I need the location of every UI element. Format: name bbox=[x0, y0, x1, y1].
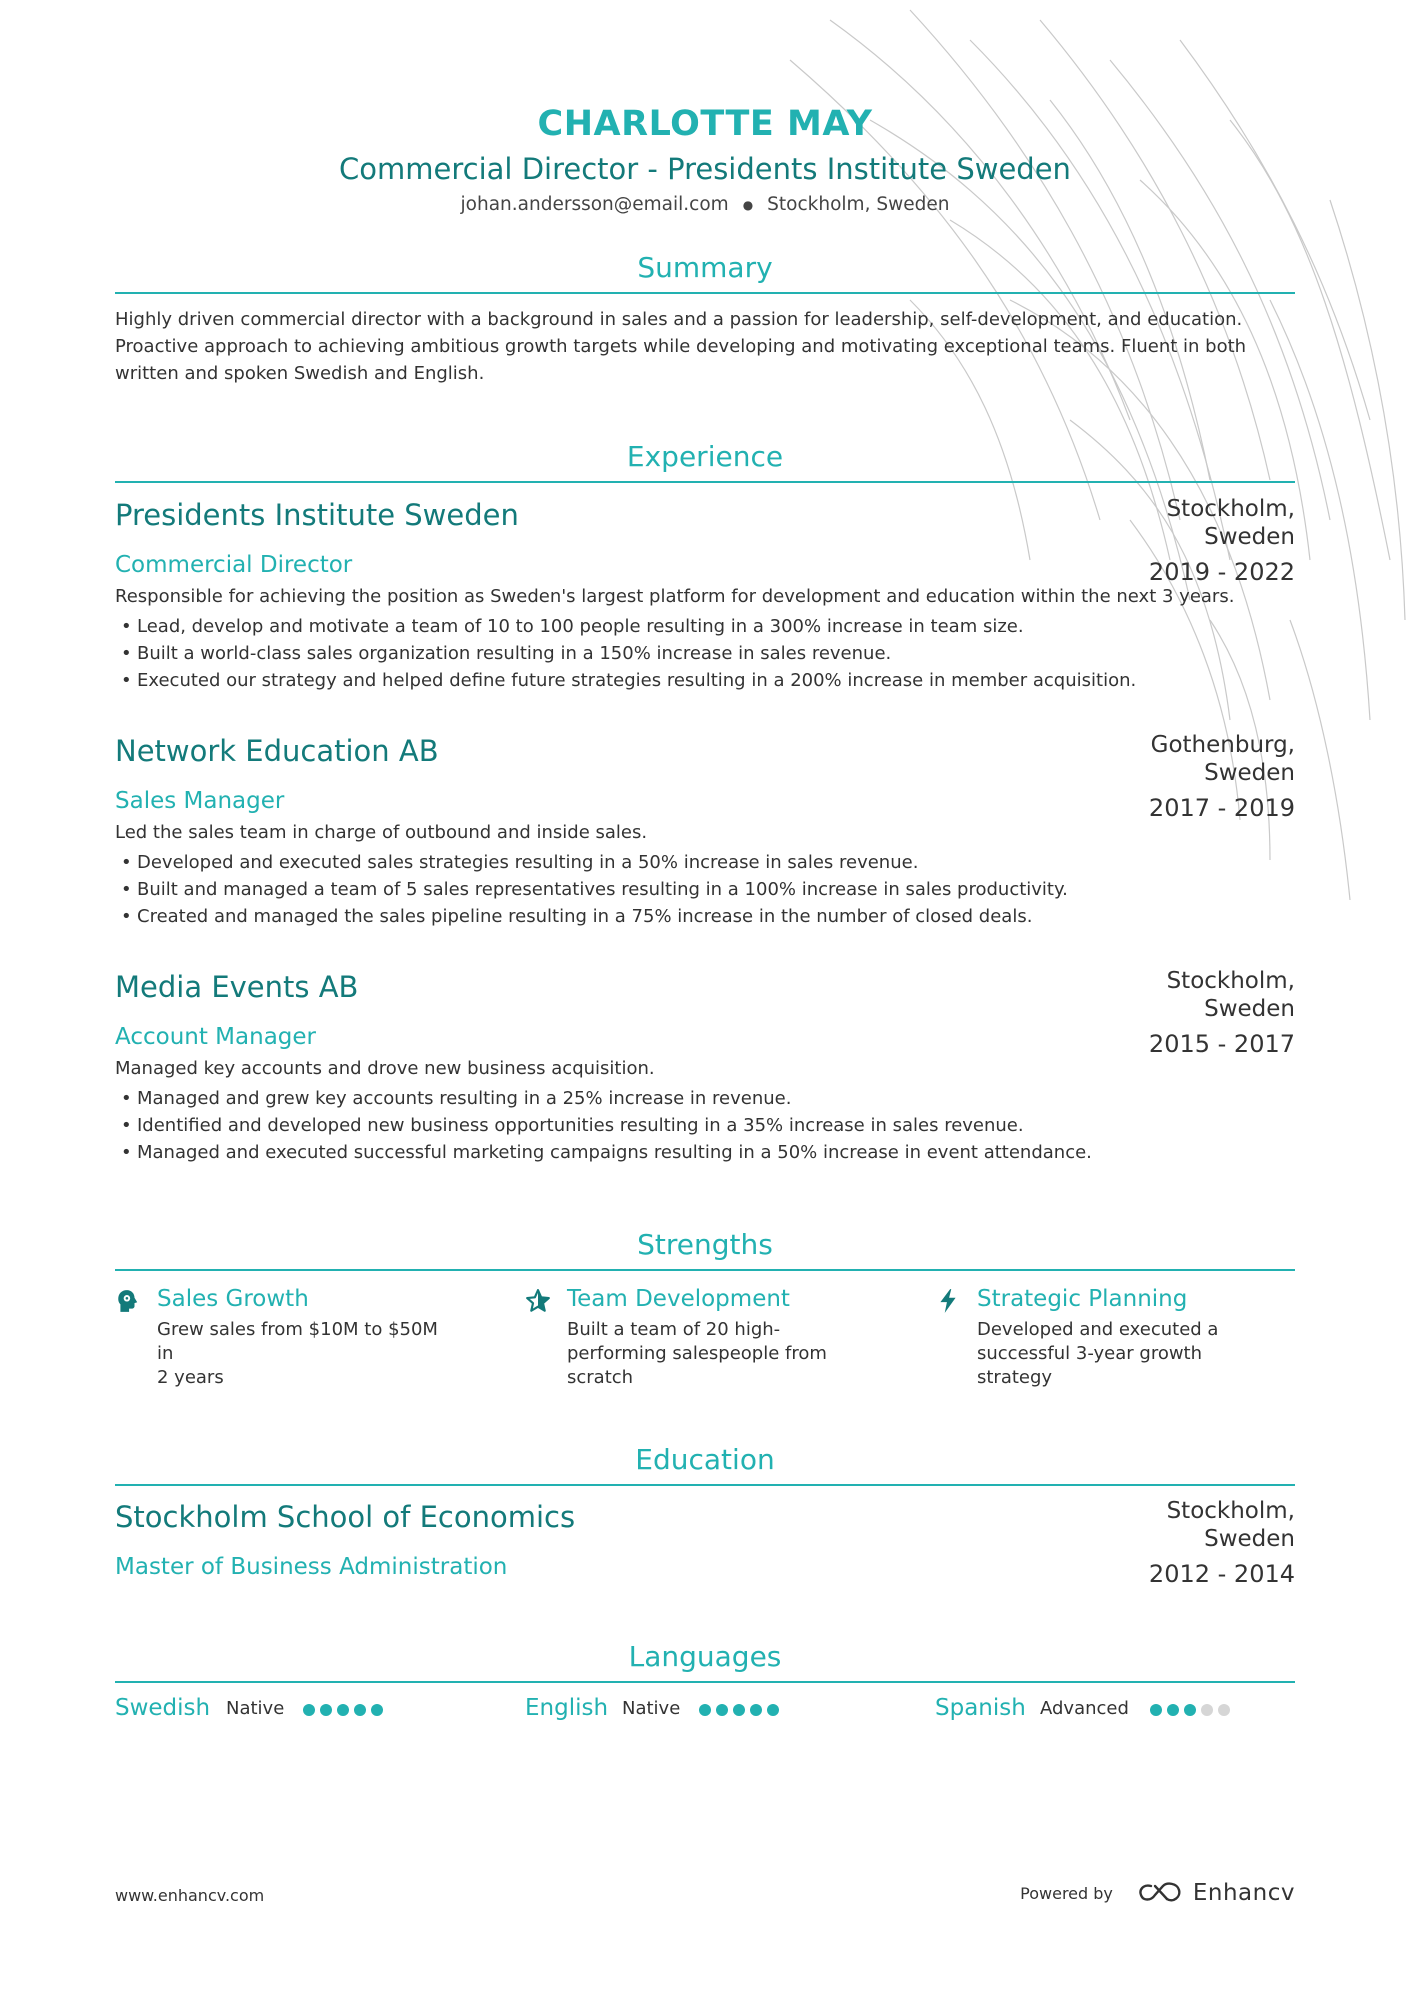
rating-dot-filled bbox=[371, 1704, 383, 1716]
rating-dot-filled bbox=[337, 1704, 349, 1716]
enhancv-brand-name[interactable]: Enhancv bbox=[1192, 1880, 1295, 1906]
summary-line: written and spoken Swedish and English. bbox=[115, 363, 485, 384]
job-dates: 2015 - 2017 bbox=[1148, 1030, 1295, 1058]
email-link[interactable]: johan.andersson@email.com bbox=[460, 194, 729, 215]
strength-line: Built a team of 20 high- bbox=[567, 1319, 781, 1340]
separator-dot: ● bbox=[742, 198, 754, 212]
star-icon bbox=[525, 1288, 551, 1314]
strength-text bbox=[157, 1318, 455, 1390]
language-name: Spanish bbox=[935, 1695, 1026, 1721]
resume-header bbox=[115, 104, 1295, 215]
job-role: Sales Manager bbox=[115, 788, 285, 814]
rating-dot-filled bbox=[733, 1704, 745, 1716]
strength-item bbox=[115, 1286, 455, 1390]
head-icon bbox=[115, 1288, 141, 1314]
job-role: Account Manager bbox=[115, 1024, 316, 1050]
rating-dot-filled bbox=[1150, 1704, 1162, 1716]
location-city: Stockholm, bbox=[1166, 968, 1295, 994]
rating-dot-empty bbox=[1218, 1704, 1230, 1716]
bullet-item: • Built and managed a team of 5 sales representatives resulting in a 100% increase in sales productivity. bbox=[115, 876, 1295, 903]
location-country: Sweden bbox=[1204, 1526, 1295, 1552]
job-location bbox=[1115, 731, 1295, 787]
section-title-experience: Experience bbox=[626, 440, 784, 473]
lightning-icon bbox=[935, 1288, 961, 1314]
section-divider bbox=[115, 1681, 1295, 1683]
strength-line: performing salespeople from bbox=[567, 1343, 827, 1364]
strength-title: Sales Growth bbox=[157, 1286, 309, 1312]
strength-line: scratch bbox=[567, 1367, 634, 1388]
language-rating bbox=[1150, 1704, 1230, 1716]
contact-line bbox=[115, 194, 1295, 215]
job-entry bbox=[115, 970, 1295, 1166]
bullet-item: • Executed our strategy and helped define future strategies resulting in a 200% increase in member acquisition. bbox=[115, 667, 1295, 694]
section-divider bbox=[115, 292, 1295, 294]
summary-line: Proactive approach to achieving ambitious growth targets while developing and motivating exceptional teams. Fluent in both bbox=[115, 336, 1247, 357]
rating-dot-filled bbox=[303, 1704, 315, 1716]
job-dates: 2019 - 2022 bbox=[1148, 558, 1295, 586]
strength-item bbox=[935, 1286, 1275, 1390]
strength-line: Grew sales from $10M to $50M in bbox=[157, 1319, 438, 1364]
enhancv-logo-icon bbox=[1137, 1881, 1183, 1905]
language-rating bbox=[303, 1704, 383, 1716]
rating-dot-filled bbox=[320, 1704, 332, 1716]
section-title-languages: Languages bbox=[628, 1640, 782, 1673]
job-location bbox=[1115, 967, 1295, 1023]
rating-dot-filled bbox=[1184, 1704, 1196, 1716]
summary-section bbox=[115, 251, 1295, 387]
language-rating bbox=[699, 1704, 779, 1716]
powered-by-text: Powered by bbox=[1020, 1883, 1113, 1903]
company-name: Presidents Institute Sweden bbox=[115, 498, 519, 532]
footer-website-link[interactable]: www.enhancv.com bbox=[115, 1886, 265, 1905]
location-country: Sweden bbox=[1204, 760, 1295, 786]
education-section bbox=[115, 1443, 1295, 1486]
job-description: Led the sales team in charge of outbound and inside sales. bbox=[115, 822, 648, 843]
section-title-summary: Summary bbox=[637, 251, 773, 284]
candidate-title: Commercial Director - Presidents Institute Sweden bbox=[339, 152, 1071, 186]
strength-text bbox=[567, 1318, 865, 1390]
job-bullets bbox=[115, 613, 1295, 694]
job-entry bbox=[115, 734, 1295, 930]
job-description: Responsible for achieving the position as Sweden's largest platform for development and education within the next 3 years. bbox=[115, 586, 1235, 607]
job-location bbox=[1115, 495, 1295, 551]
section-title-education: Education bbox=[635, 1443, 775, 1476]
strength-title: Strategic Planning bbox=[977, 1286, 1188, 1312]
candidate-name: CHARLOTTE MAY bbox=[537, 104, 873, 144]
language-level: Native bbox=[622, 1698, 681, 1719]
footer-branding bbox=[1020, 1880, 1295, 1906]
bullet-item: • Lead, develop and motivate a team of 10 to 100 people resulting in a 300% increase in team size. bbox=[115, 613, 1295, 640]
section-title-strengths: Strengths bbox=[637, 1228, 773, 1261]
rating-dot-filled bbox=[699, 1704, 711, 1716]
location-city: Stockholm, bbox=[1166, 496, 1295, 522]
strength-line: Developed and executed a bbox=[977, 1319, 1219, 1340]
company-name: Network Education AB bbox=[115, 734, 439, 768]
education-dates: 2012 - 2014 bbox=[1148, 1560, 1295, 1588]
rating-dot-filled bbox=[354, 1704, 366, 1716]
rating-dot-empty bbox=[1201, 1704, 1213, 1716]
section-divider bbox=[115, 1269, 1295, 1271]
bullet-item: • Identified and developed new business opportunities resulting in a 35% increase in sales revenue. bbox=[115, 1112, 1295, 1139]
location-city: Gothenburg, bbox=[1150, 732, 1295, 758]
location-text: Stockholm, Sweden bbox=[767, 194, 950, 215]
bullet-item: • Managed and grew key accounts resulting in a 25% increase in revenue. bbox=[115, 1085, 1295, 1112]
rating-dot-filled bbox=[767, 1704, 779, 1716]
job-bullets bbox=[115, 849, 1295, 930]
school-name: Stockholm School of Economics bbox=[115, 1500, 576, 1534]
bullet-item: • Created and managed the sales pipeline resulting in a 75% increase in the number of closed deals. bbox=[115, 903, 1295, 930]
strength-text bbox=[977, 1318, 1275, 1390]
strength-item bbox=[525, 1286, 865, 1390]
section-divider bbox=[115, 481, 1295, 483]
job-role: Commercial Director bbox=[115, 552, 353, 578]
language-level: Native bbox=[226, 1698, 285, 1719]
location-city: Stockholm, bbox=[1166, 1498, 1295, 1524]
resume-page bbox=[115, 0, 1295, 1721]
strength-line: 2 years bbox=[157, 1367, 224, 1388]
rating-dot-filled bbox=[750, 1704, 762, 1716]
strengths-section bbox=[115, 1228, 1295, 1271]
bullet-item: • Developed and executed sales strategies resulting in a 50% increase in sales revenue. bbox=[115, 849, 1295, 876]
strength-line: strategy bbox=[977, 1367, 1053, 1388]
bullet-item: • Managed and executed successful marketing campaigns resulting in a 50% increase in event attendance. bbox=[115, 1139, 1295, 1166]
language-level: Advanced bbox=[1040, 1698, 1129, 1719]
school-location bbox=[1115, 1497, 1295, 1553]
strength-title: Team Development bbox=[567, 1286, 790, 1312]
job-dates: 2017 - 2019 bbox=[1148, 794, 1295, 822]
summary-line: Highly driven commercial director with a background in sales and a passion for leadership, self-development, and education. bbox=[115, 309, 1243, 330]
job-description: Managed key accounts and drove new business acquisition. bbox=[115, 1058, 655, 1079]
job-entry bbox=[115, 498, 1295, 694]
education-entry bbox=[115, 1498, 1295, 1588]
location-country: Sweden bbox=[1204, 524, 1295, 550]
job-bullets bbox=[115, 1085, 1295, 1166]
experience-section bbox=[115, 440, 1295, 483]
degree-name: Master of Business Administration bbox=[115, 1554, 508, 1580]
language-name: Swedish bbox=[115, 1695, 211, 1721]
language-name: English bbox=[525, 1695, 609, 1721]
strength-line: successful 3-year growth bbox=[977, 1343, 1203, 1364]
languages-section bbox=[115, 1640, 1295, 1683]
summary-text bbox=[115, 306, 1295, 387]
section-divider bbox=[115, 1484, 1295, 1486]
rating-dot-filled bbox=[1167, 1704, 1179, 1716]
location-country: Sweden bbox=[1204, 996, 1295, 1022]
company-name: Media Events AB bbox=[115, 970, 359, 1004]
rating-dot-filled bbox=[716, 1704, 728, 1716]
bullet-item: • Built a world-class sales organization resulting in a 150% increase in sales revenue. bbox=[115, 640, 1295, 667]
